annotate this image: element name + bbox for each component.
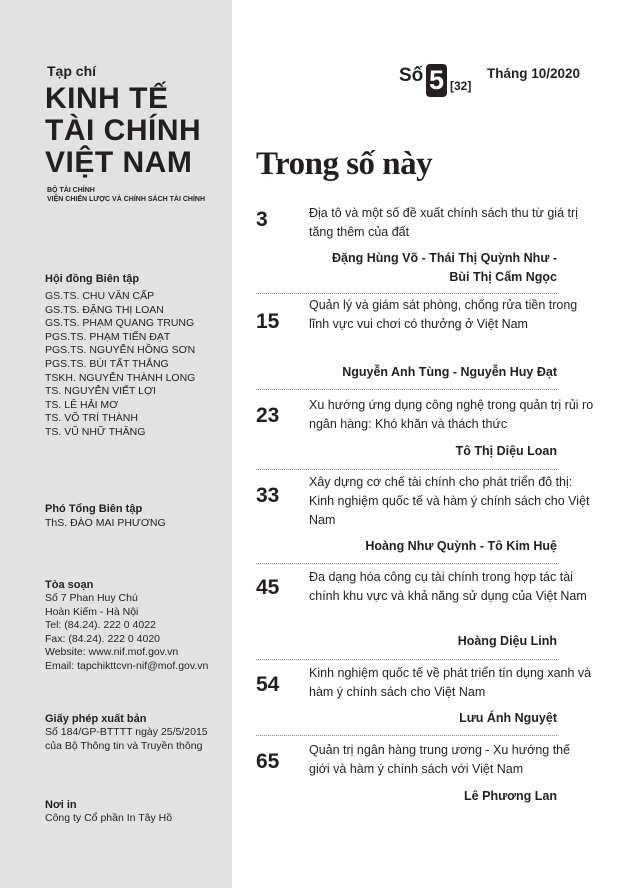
office-line: Hoàn Kiếm - Hà Nội bbox=[45, 605, 139, 618]
issue-number-badge: 5 bbox=[426, 64, 447, 97]
toc-divider bbox=[256, 735, 557, 736]
journal-title bbox=[45, 83, 201, 179]
toc-divider bbox=[256, 563, 557, 564]
toc-article-title[interactable]: Xây dựng cơ chế tài chính cho phát triển đô thị: Kinh nghiệm quốc tế và hàm ý chính sách cho Việt Nam bbox=[309, 475, 590, 527]
toc-page-number: 54 bbox=[256, 673, 280, 696]
office-website: Website: www.nif.mof.gov.vn bbox=[45, 646, 179, 659]
toc-author: Nguyễn Anh Tùng - Nguyễn Huy Đạt bbox=[342, 365, 557, 379]
editorial-board-list bbox=[45, 290, 195, 440]
issue-label: Số bbox=[399, 65, 424, 86]
license-line: Số 184/GP-BTTTT ngày 25/5/2015 bbox=[45, 726, 208, 738]
toc-article-title[interactable]: Đa dạng hóa công cụ tài chính trong hợp tác tài chính khu vực và khả năng sử dụng của Việt Nam bbox=[309, 570, 587, 603]
printer-heading: Nơi in bbox=[45, 799, 77, 811]
board-member: GS.TS. PHẠM QUANG TRUNG bbox=[45, 317, 195, 330]
journal-title-line: TÀI CHÍNH bbox=[45, 114, 202, 147]
toc-author: Hoàng Như Quỳnh - Tô Kim Huệ bbox=[365, 539, 557, 553]
toc-article-title[interactable]: Xu hướng ứng dụng công nghệ trong quản trị rủi ro ngân hàng: Khó khăn và thách thức bbox=[309, 398, 594, 431]
board-member: PGS.TS. PHẠM TIẾN ĐẠT bbox=[45, 330, 171, 343]
toc-page-number: 45 bbox=[256, 576, 280, 599]
toc-article-title[interactable]: Địa tô và một số đề xuất chính sách thu từ giá trị tăng thêm của đất bbox=[309, 206, 578, 239]
main-content bbox=[232, 0, 624, 888]
board-member: TS. LÊ HẢI MƠ bbox=[45, 398, 119, 411]
board-member: PGS.TS. NGUYỄN HỒNG SƠN bbox=[45, 344, 196, 357]
contents-heading: Trong số này bbox=[256, 146, 433, 182]
license-info bbox=[45, 726, 208, 753]
toc-article-title[interactable]: Kinh nghiệm quốc tế về phát triển tín dụng xanh và hàm ý chính sách cho Việt Nam bbox=[309, 666, 592, 699]
toc-article-title[interactable]: Quản lý và giám sát phòng, chống rửa tiền trong lĩnh vực vui chơi có thưởng ở Việt Nam bbox=[309, 298, 578, 331]
toc-page-number: 15 bbox=[256, 310, 280, 333]
toc-author: Tô Thị Diệu Loan bbox=[455, 444, 557, 458]
board-member: TSKH. NGUYỄN THÀNH LONG bbox=[45, 371, 196, 384]
office-heading: Tòa soạn bbox=[45, 579, 94, 591]
board-member: TS. VŨ NHỮ THĂNG bbox=[45, 425, 146, 438]
toc-author: Đặng Hùng Võ - Thái Thị Quỳnh Như - bbox=[332, 251, 557, 265]
journal-title-line: VIỆT NAM bbox=[45, 146, 193, 179]
toc-divider bbox=[256, 389, 557, 390]
editorial-board-heading: Hội đồng Biên tập bbox=[45, 273, 140, 285]
toc-page-number: 33 bbox=[256, 484, 280, 507]
board-member: TS. NGUYỄN VIẾT LỢI bbox=[45, 385, 156, 398]
toc-page-number: 23 bbox=[256, 404, 280, 427]
toc-divider bbox=[256, 659, 557, 660]
issue-month: Tháng 10/2020 bbox=[487, 66, 581, 81]
license-line: của Bộ Thông tin và Truyền thông bbox=[45, 739, 203, 752]
office-line: Số 7 Phan Huy Chú bbox=[45, 592, 138, 604]
toc-divider bbox=[256, 469, 557, 470]
office-line: Tel: (84.24). 222 0 4022 bbox=[45, 619, 156, 632]
office-email: Email: tapchikttcvn-nif@mof.gov.vn bbox=[45, 659, 209, 672]
office-info bbox=[45, 592, 208, 674]
toc-author: Lưu Ánh Nguyệt bbox=[459, 711, 557, 725]
board-member: PGS.TS. BÙI TẤT THẮNG bbox=[45, 357, 169, 370]
toc-page-number: 65 bbox=[256, 750, 280, 773]
board-member: GS.TS. CHU VĂN CẤP bbox=[45, 290, 155, 302]
board-member: TS. VÕ TRÍ THÀNH bbox=[45, 412, 138, 425]
issue-total: [32] bbox=[450, 79, 472, 93]
toc-author: Lê Phương Lan bbox=[464, 789, 557, 803]
journal-label: Tạp chí bbox=[47, 63, 97, 79]
org-line: VIỆN CHIẾN LƯỢC VÀ CHÍNH SÁCH TÀI CHÍNH bbox=[47, 196, 206, 203]
license-heading: Giấy phép xuất bản bbox=[45, 713, 147, 725]
office-line: Fax: (84.24). 222 0 4020 bbox=[45, 632, 160, 645]
publisher-org bbox=[47, 186, 205, 204]
deputy-editor-name: ThS. ĐÀO MAI PHƯƠNG bbox=[45, 517, 166, 529]
toc-author: Bùi Thị Cẩm Ngọc bbox=[449, 270, 557, 284]
deputy-editor-heading: Phó Tổng Biên tập bbox=[45, 503, 143, 515]
board-member: GS.TS. ĐẶNG THỊ LOAN bbox=[45, 303, 164, 316]
toc-divider bbox=[256, 293, 557, 294]
toc-article-title[interactable]: Quản trị ngân hàng trung ương - Xu hướng thế giới và hàm ý chính sách với Việt Nam bbox=[309, 743, 571, 776]
sidebar bbox=[0, 0, 232, 888]
printer-name: Công ty Cổ phần In Tây Hồ bbox=[45, 812, 173, 824]
org-line: BỘ TÀI CHÍNH bbox=[47, 187, 95, 194]
toc-page-number: 3 bbox=[256, 208, 268, 231]
journal-title-line: KINH TẾ bbox=[45, 82, 169, 115]
toc-author: Hoàng Diệu Linh bbox=[457, 634, 557, 648]
